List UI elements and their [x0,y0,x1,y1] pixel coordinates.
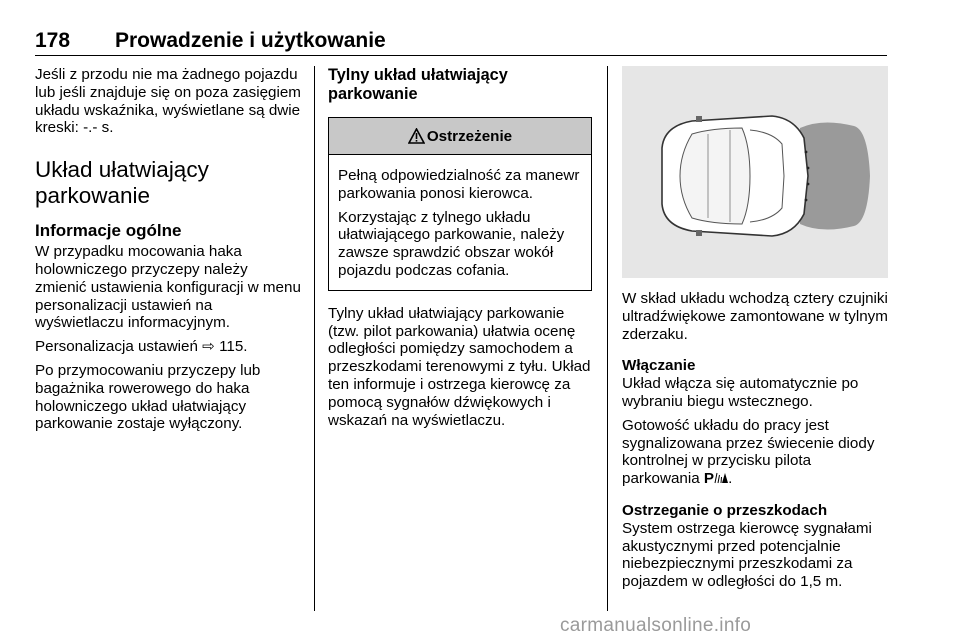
page-title: Prowadzenie i użytkowanie [115,29,386,52]
warning-triangle-icon [408,128,425,144]
readiness-text: Gotowość układu do pracy jest sygnalizowana przez świecenie diody kontrolnej w przycisku pilota parkowania [622,416,875,488]
obstacle-warning-heading: Ostrzeganie o przeszkodach [622,501,828,519]
column-3 [622,66,890,597]
sensors-paragraph: W skład układu wchodzą cztery czujniki ultradźwiękowe zamontowane w tylnym zderzaku. [622,290,888,343]
paragraph-trailer: Po przymocowaniu przyczepy lub bagażnika rowerowego do haka holowniczego układ ułatwiający parkowanie zostaje wyłączony. [35,361,261,433]
activation-heading: Włączanie [622,357,696,375]
warning-paragraph-2: Korzystając z tylnego układu ułatwiającego parkowanie, należy zawsze sprawdzić obszar wokół pojazdu podczas cofania. [338,208,565,279]
parking-assist-icon [704,470,728,487]
rear-parking-heading: Tylny układ ułatwiający parkowanie [328,66,508,103]
section-heading: Układ ułatwiający parkowanie [35,157,209,209]
parking-assist-symbol: P [703,470,715,488]
page-number: 178 [35,29,71,52]
warning-title: Ostrzeżenie [426,127,513,145]
column-2 [328,66,593,435]
column-divider-1 [314,66,315,611]
obstacle-warning-paragraph: System ostrzega kierowcę sygnałami akustycznymi przed potencjalnie niebezpiecznymi przeszkodami za pojazdem w odległości do 1,5 m. [622,519,872,591]
warning-header [329,118,591,155]
readiness-paragraph [622,417,890,488]
warning-paragraph-1: Pełną odpowiedzialność za manewr parkowania ponosi kierowca. [338,167,580,202]
paragraph-towbar: W przypadku mocowania haka holowniczego przyczepy należy zmienić ustawienia konfiguracji w menu personalizacji ustawień na wyświetlaczu informacyjnym. [35,243,301,332]
activation-paragraph: Układ włącza się automatycznie po wybraniu biegu wstecznego. [622,375,859,410]
warning-body [329,155,591,290]
column-1 [35,66,303,439]
readiness-end: . [728,470,733,488]
page-header [35,29,887,56]
rear-parking-description: Tylny układ ułatwiający parkowanie (tzw. pilot parkowania) ułatwia ocenę odległości pomiędzy samochodem a przeszkodami terenowymi z tyłu. Układ ten informuje i ostrzega kierowcę za pomocą sygnałów dźwiękowych i wskazań na wyświetlaczu. [328,304,591,429]
watermark: carmanualsonline.info [560,615,752,636]
car-sensor-illustration [622,66,888,278]
warning-box [328,117,592,291]
subsection-heading: Informacje ogólne [35,221,182,241]
column-divider-2 [607,66,608,611]
paragraph-personalization: Personalizacja ustawień ⇨ 115. [35,338,248,356]
intro-paragraph: Jeśli z przodu nie ma żadnego pojazdu lub jeśli znajduje się on poza zasięgiem układu wskaźnika, wyświetlane są dwie kreski: -.- s. [35,66,301,137]
